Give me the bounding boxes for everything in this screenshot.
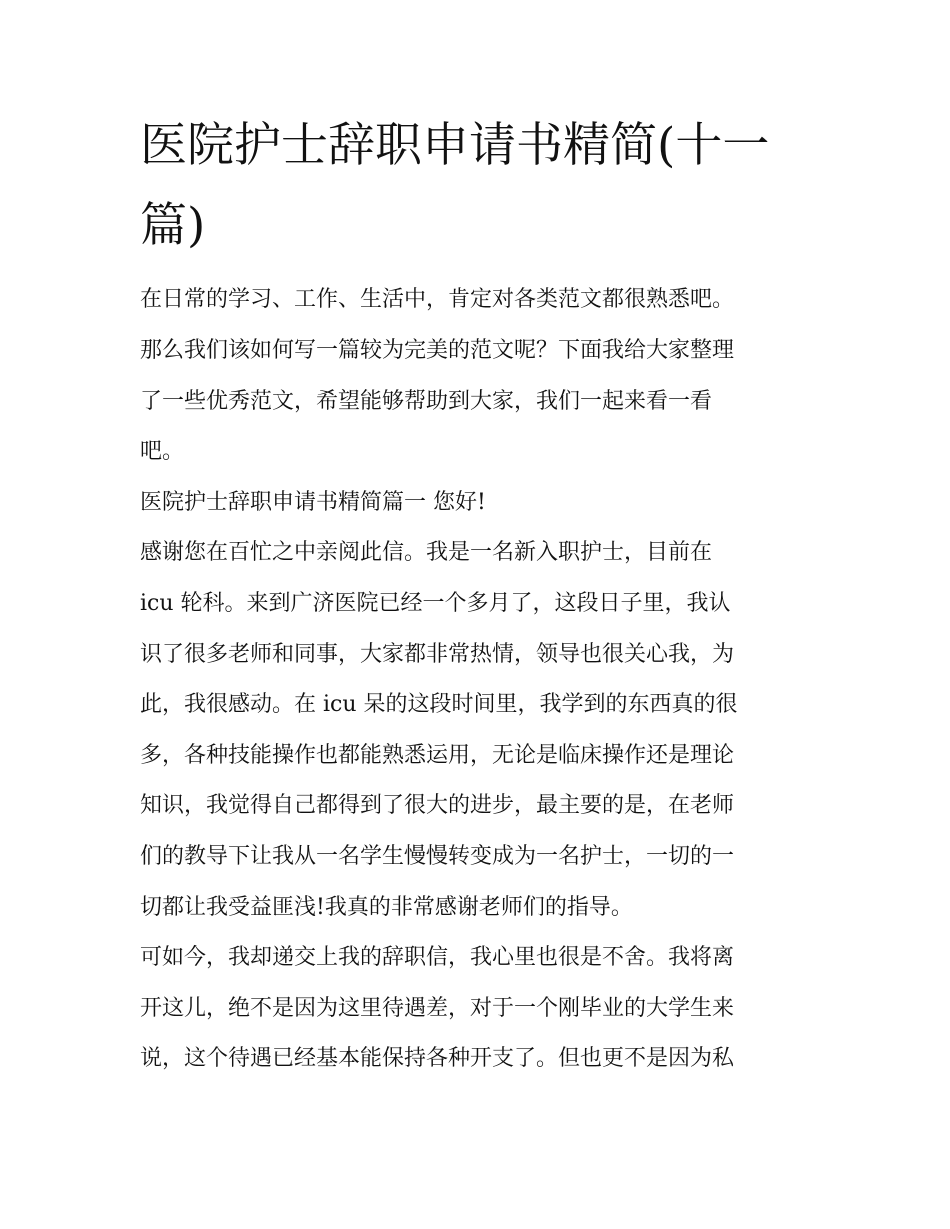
body-line-7: icu 轮科。来到广济医院已经一个多月了，这段日子里，我认 — [140, 591, 731, 616]
body-line-4: 吧。 — [140, 439, 185, 464]
body-line-14: 可如今，我却递交上我的辞职信，我心里也很是不舍。我将离 — [140, 945, 735, 970]
body-line-13: 切都让我受益匪浅!我真的非常感谢老师们的指导。 — [140, 895, 633, 920]
body-line-9: 此，我很感动。在 icu 呆的这段时间里，我学到的东西真的很 — [140, 692, 738, 717]
body-line-8: 识了很多老师和同事，大家都非常热情，领导也很关心我，为 — [140, 642, 735, 667]
body-line-10: 多，各种技能操作也都能熟悉运用，无论是临床操作还是理论 — [140, 743, 735, 768]
section-heading-line: 医院护士辞职申请书精简篇一 您好! — [140, 490, 486, 515]
body-line-6: 感谢您在百忙之中亲阅此信。我是一名新入职护士，目前在 — [140, 540, 713, 565]
document-title-line-2: 篇) — [140, 198, 206, 253]
body-line-15: 开这儿，绝不是因为这里待遇差，对于一个刚毕业的大学生来 — [140, 996, 735, 1021]
body-line-1: 在日常的学习、工作、生活中，肯定对各类范文都很熟悉吧。 — [140, 287, 735, 312]
body-line-11: 知识，我觉得自己都得到了很大的进步，最主要的是，在老师 — [140, 793, 735, 818]
body-line-16: 说，这个待遇已经基本能保持各种开支了。但也更不是因为私 — [140, 1046, 735, 1071]
body-line-12: 们的教导下让我从一名学生慢慢转变成为一名护士，一切的一 — [140, 844, 735, 869]
body-line-3: 了一些优秀范文，希望能够帮助到大家，我们一起来看一看 — [140, 389, 713, 414]
body-line-2: 那么我们该如何写一篇较为完美的范文呢？下面我给大家整理 — [140, 338, 735, 363]
document-title-line-1: 医院护士辞职申请书精简(十一 — [140, 118, 770, 173]
